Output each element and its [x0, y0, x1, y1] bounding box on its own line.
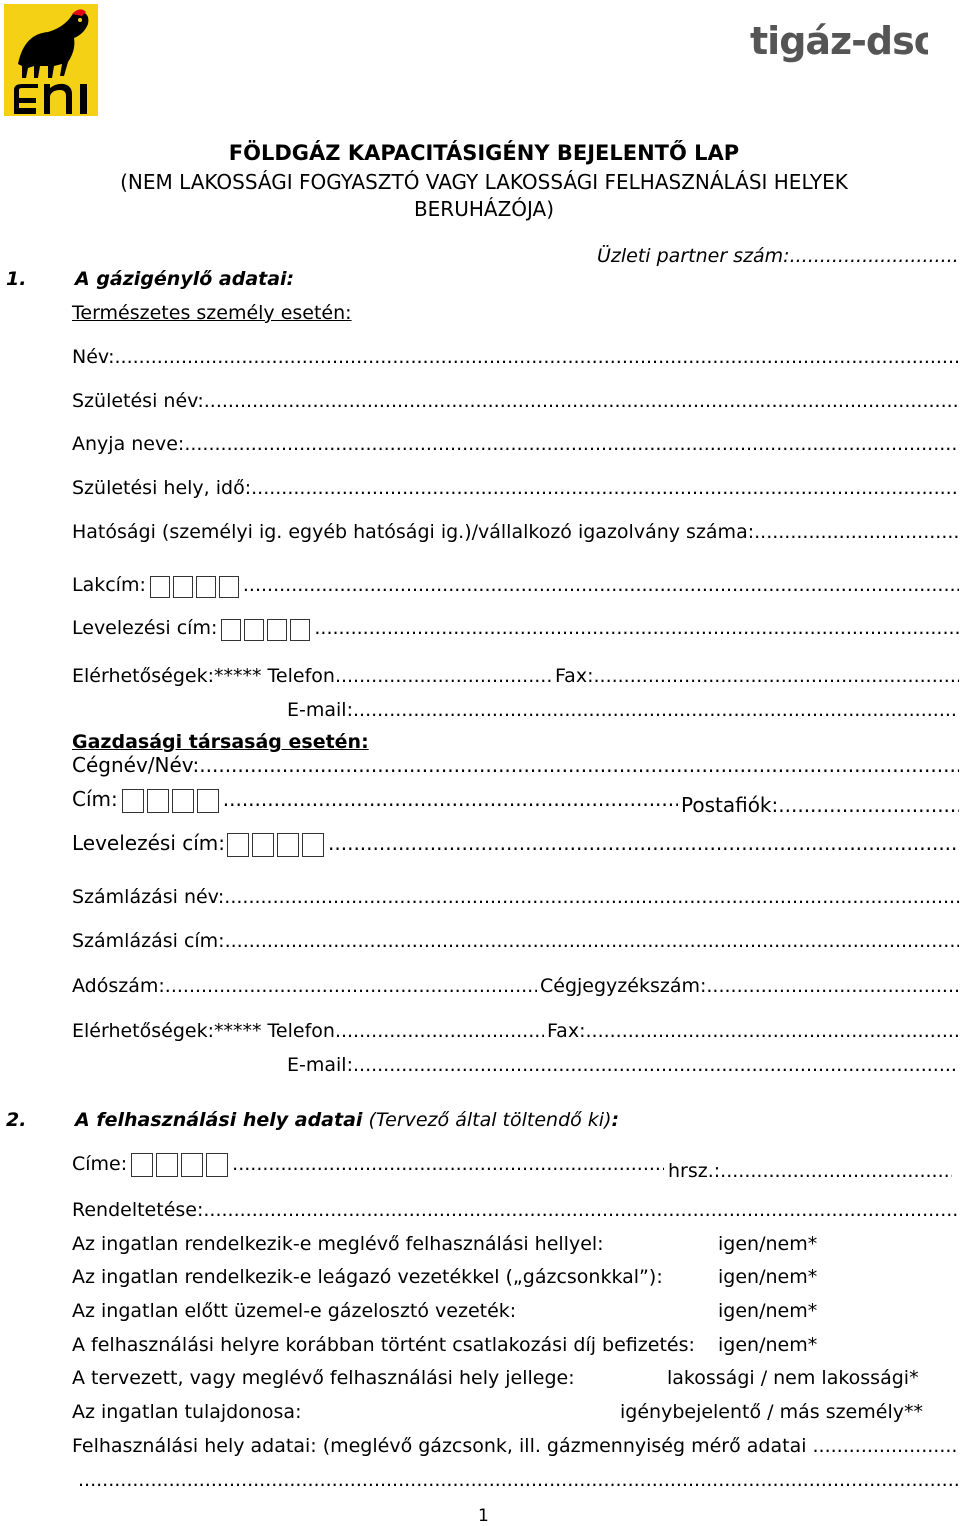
postcode-boxes[interactable] — [150, 576, 239, 598]
question-connection-fee: A felhasználási helyre korábban történt csatlakozási díj befizetés: — [72, 1334, 695, 1356]
email-field[interactable]: E-mail: ..... — [287, 699, 959, 721]
company-fax-field[interactable]: Fax: ..... — [547, 1020, 959, 1042]
tax-number-field[interactable]: Adószám: ..... — [72, 975, 537, 997]
page-number: 1 — [478, 1506, 489, 1526]
purpose-field[interactable]: Rendeltetése: ..... — [72, 1199, 959, 1221]
partner-number-field[interactable] — [597, 245, 959, 267]
answer-owner[interactable]: igénybejelentő / más személy** — [620, 1401, 923, 1423]
site-details-field[interactable]: Felhasználási hely adatai: (meglévő gázcsonk, ill. gázmennyiség mérő adatai ..... — [72, 1435, 959, 1457]
section2-title: A felhasználási hely adatai — [75, 1109, 363, 1131]
birth-name-field[interactable]: Születési név: ..... — [72, 390, 959, 412]
answer-site-type[interactable]: lakossági / nem lakossági* — [667, 1367, 919, 1389]
company-mail-address-field[interactable]: Levelezési cím: ..... — [72, 831, 959, 857]
billing-address-field[interactable]: Számlázási cím: ..... — [72, 930, 959, 952]
section2-subtitle: (Tervező által töltendő ki) — [368, 1109, 612, 1131]
company-reg-field[interactable]: Cégjegyzékszám: ..... — [540, 975, 959, 997]
natural-person-heading: Természetes személy esetén: — [72, 302, 352, 324]
company-email-field[interactable]: E-mail: ..... — [287, 1054, 959, 1076]
answer-branch-pipe[interactable]: igen/nem* — [718, 1266, 818, 1288]
site-details-continuation[interactable] — [78, 1469, 959, 1491]
question-existing-site: Az ingatlan rendelkezik-e meglévő felhasználási hellyel: — [72, 1233, 604, 1255]
eni-logo — [4, 4, 98, 116]
company-heading: Gazdasági társaság esetén: — [72, 731, 369, 753]
mother-name-field[interactable]: Anyja neve: ..... — [72, 433, 959, 455]
question-branch-pipe: Az ingatlan rendelkezik-e leágazó vezetékkel („gázcsonkkal”): — [72, 1266, 663, 1288]
question-owner: Az ingatlan tulajdonosa: — [72, 1401, 302, 1423]
mail-postcode-boxes[interactable] — [221, 619, 310, 641]
section1-number: 1. — [6, 268, 27, 290]
form-subtitle-line1: (NEM LAKOSSÁGI FOGYASZTÓ VAGY LAKOSSÁGI FELHASZNÁLÁSI HELYEK — [120, 170, 848, 194]
company-phone-field[interactable]: Elérhetőségek:***** Telefon ..... — [72, 1020, 544, 1042]
company-mail-postcode-boxes[interactable] — [227, 833, 324, 857]
id-number-field[interactable]: Hatósági (személyi ig. egyéb hatósági ig.)/vállalkozó igazolvány száma: ..... — [72, 521, 959, 543]
form-subtitle-line2: BERUHÁZÓJA) — [413, 197, 555, 221]
billing-name-field[interactable]: Számlázási név: ..... — [72, 886, 959, 908]
name-field[interactable]: Név: ..... — [72, 346, 959, 368]
birth-place-field[interactable]: Születési hely, idő: ..... — [72, 477, 959, 499]
answer-distribution-pipe[interactable]: igen/nem* — [718, 1300, 818, 1322]
question-distribution-pipe: Az ingatlan előtt üzemel-e gázelosztó vezeték: — [72, 1300, 517, 1322]
form-title: FÖLDGÁZ KAPACITÁSIGÉNY BEJELENTŐ LAP — [228, 141, 740, 165]
section2-number: 2. — [6, 1109, 27, 1131]
tigaz-dso-logo — [748, 14, 928, 68]
fax-field[interactable]: Fax: ..... — [555, 665, 959, 687]
answer-connection-fee[interactable]: igen/nem* — [718, 1334, 818, 1356]
po-box-field[interactable]: Postafiók: ..... — [681, 793, 959, 817]
section2-heading: A felhasználási hely adatai (Tervező által töltendő ki): — [75, 1109, 620, 1131]
address-field[interactable]: Lakcím: ..... — [72, 574, 959, 598]
section1-title: A gázigénylő adatai: — [75, 268, 295, 290]
mail-address-field[interactable]: Levelezési cím: ..... — [72, 617, 959, 641]
svg-text:tigáz-dso: tigáz-dso — [750, 19, 928, 63]
phone-field[interactable]: Elérhetőségek:***** Telefon ..... — [72, 665, 552, 687]
question-site-type: A tervezett, vagy meglévő felhasználási hely jellege: — [72, 1367, 575, 1389]
company-postcode-boxes[interactable] — [122, 789, 219, 813]
site-address-field[interactable]: Címe: ..... — [72, 1153, 664, 1177]
company-address-field[interactable]: Cím: ..... — [72, 787, 678, 813]
answer-existing-site[interactable]: igen/nem* — [718, 1233, 818, 1255]
site-postcode-boxes[interactable] — [131, 1153, 228, 1177]
company-name-field[interactable]: Cégnév/Név: ..... — [72, 753, 959, 777]
partner-number-label: Üzleti partner szám: — [597, 245, 790, 267]
hrsz-field[interactable]: hrsz.: ..... — [668, 1160, 952, 1182]
